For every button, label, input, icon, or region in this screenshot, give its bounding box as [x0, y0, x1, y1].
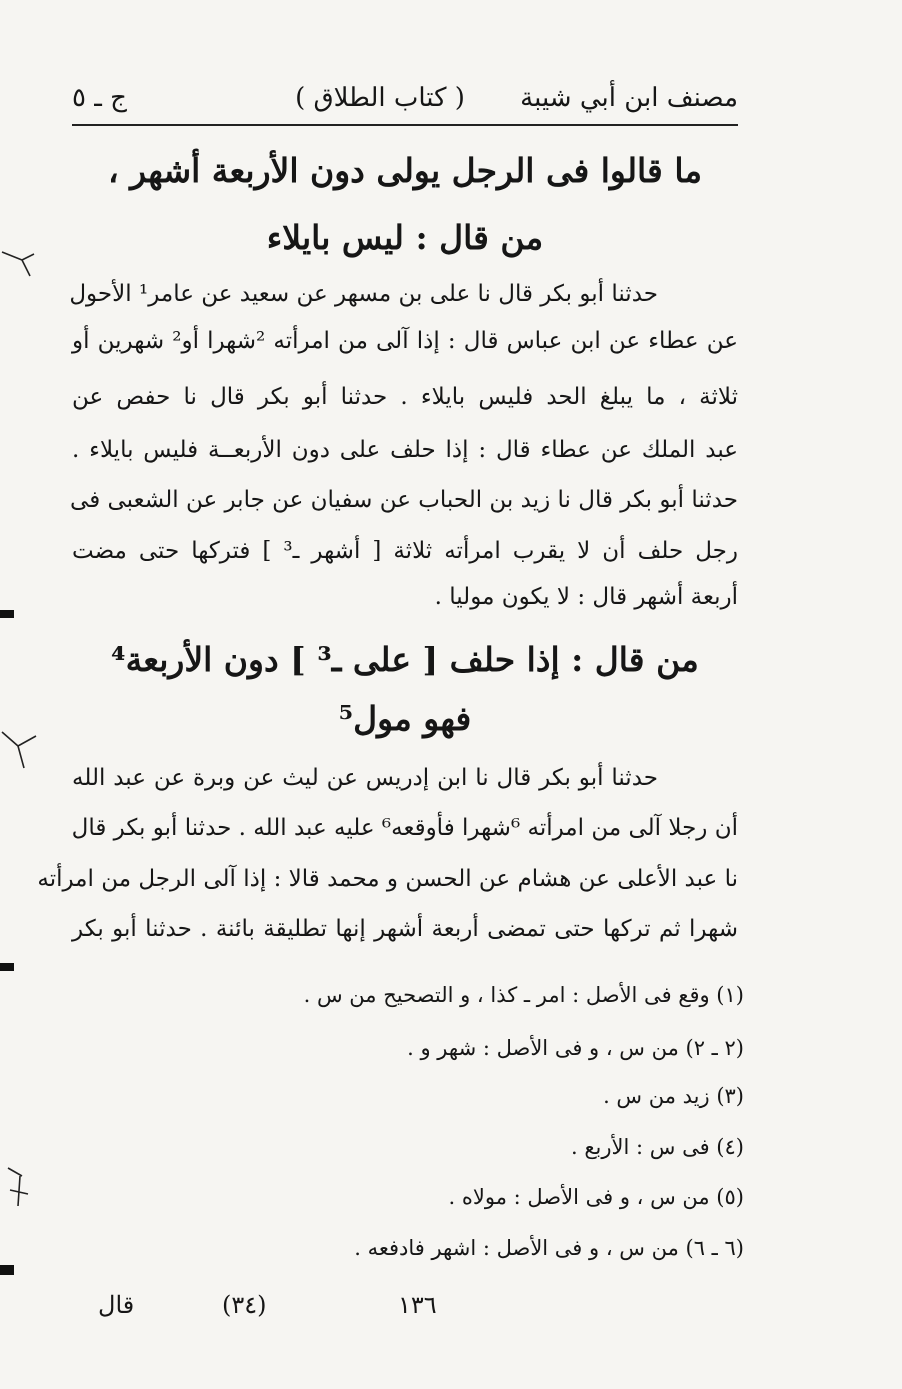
text-line: عبد الملك عن عطاء قال : إذا حلف على دون الأربعــة فليس بايلاء .	[72, 437, 738, 463]
margin-scribble	[0, 1160, 40, 1220]
header-divider	[72, 124, 738, 126]
footnote: (٢ ـ ٢) من س ، و فى الأصل : شهر و .	[407, 1036, 744, 1060]
text-line: رجل حلف أن لا يقرب امرأته ثلاثة [ أشهر ـ³ ] فتركها حتى مضت	[72, 538, 738, 564]
volume-page-marker: (٣٤)	[222, 1291, 267, 1319]
text-line: ثلاثة ، ما يبلغ الحد فليس بايلاء . حدثنا أبو بكر قال نا حفص عن	[72, 384, 738, 410]
text-line: أن رجلا آلى من امرأته ⁶شهرا فأوقعه⁶ عليه عبد الله . حدثنا أبو بكر قال	[71, 815, 738, 841]
chapter-title: ( كتاب الطلاق )	[295, 83, 465, 113]
section-subheading: من قال : ليس بايلاء	[266, 218, 544, 257]
footnote: (٣) زيد من س .	[603, 1084, 744, 1108]
footnote: (٤) فى س : الأربع .	[571, 1135, 744, 1159]
scan-edge-mark	[0, 1265, 14, 1275]
section-subheading: فهو مول⁵	[338, 699, 472, 738]
margin-scribble	[0, 230, 40, 290]
footnote: (١) وقع فى الأصل : امر ـ كذا ، و التصحيح من س .	[303, 983, 744, 1007]
page-number: ١٣٦	[398, 1291, 437, 1319]
volume-number: ج ـ ٥	[72, 83, 127, 113]
text-line: نا عبد الأعلى عن هشام عن الحسن و محمد قالا : إذا آلى الرجل من امرأته	[37, 866, 738, 892]
text-line: حدثنا أبو بكر قال نا على بن مسهر عن سعيد عن عامر¹ الأحول	[69, 281, 658, 307]
footnote: (٥) من س ، و فى الأصل : مولاه .	[448, 1185, 744, 1209]
text-line: أربعة أشهر قال : لا يكون موليا .	[434, 584, 738, 610]
footnote: (٦ ـ ٦) من س ، و فى الأصل : اشهر فادفعه .	[354, 1236, 744, 1260]
section-heading: من قال : إذا حلف [ على ـ³ ] دون الأربعة⁴	[111, 640, 699, 679]
catchword: قال	[98, 1291, 135, 1319]
margin-scribble	[0, 718, 40, 778]
text-line: حدثنا أبو بكر قال نا زيد بن الحباب عن سفيان عن جابر عن الشعبى فى	[70, 487, 738, 513]
text-line: عن عطاء عن ابن عباس قال : إذا آلى من امرأته ²شهرا أو² شهرين أو	[72, 328, 738, 354]
section-heading: ما قالوا فى الرجل يولى دون الأربعة أشهر ،	[107, 151, 703, 190]
text-line: شهرا ثم تركها حتى تمضى أربعة أشهر إنها تطليقة بائنة . حدثنا أبو بكر	[72, 916, 738, 942]
book-title: مصنف ابن أبي شيبة	[520, 83, 738, 113]
scan-edge-mark	[0, 963, 14, 971]
scan-edge-mark	[0, 610, 14, 618]
text-line: حدثنا أبو بكر قال نا ابن إدريس عن ليث عن وبرة عن عبد الله	[72, 765, 658, 791]
